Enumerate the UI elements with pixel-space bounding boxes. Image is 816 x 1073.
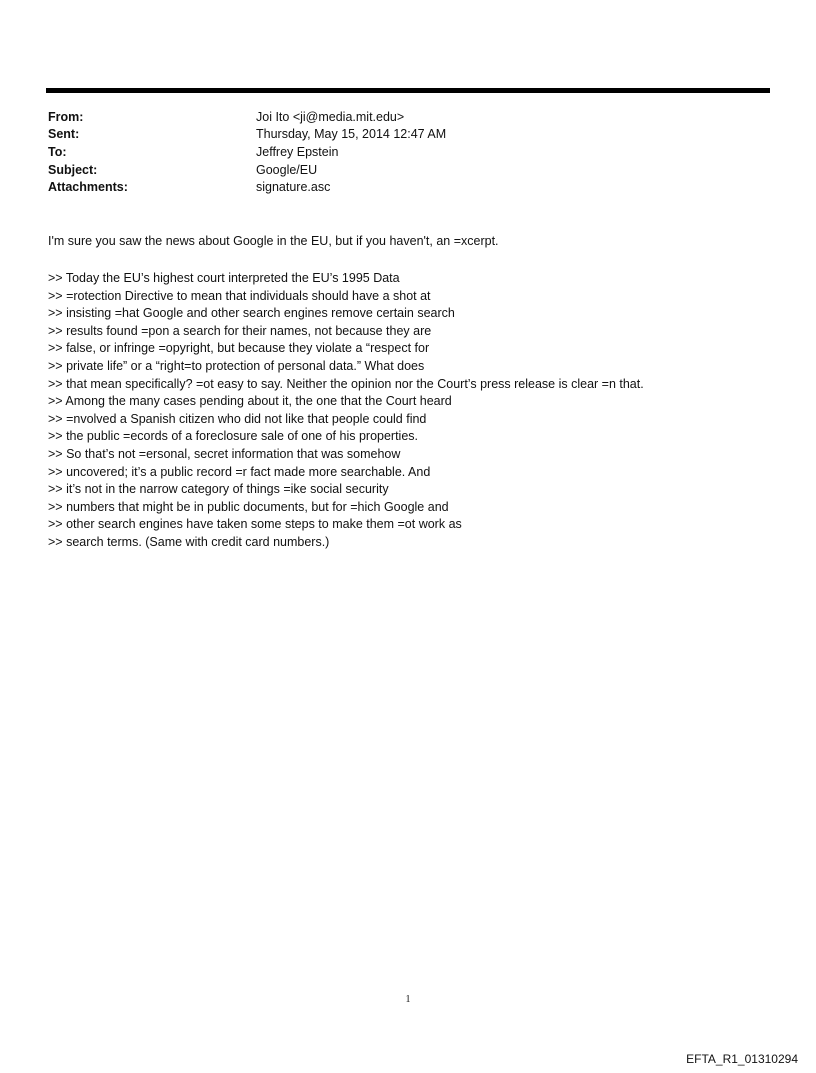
attachment-file[interactable]: signature.asc: [256, 180, 331, 195]
quoted-line: >> false, or infringe =opyright, but because they violate a “respect for: [48, 341, 430, 356]
quoted-line: >> uncovered; it’s a public record =r fact made more searchable. And: [48, 464, 431, 479]
quoted-line: >> =nvolved a Spanish citizen who did not like that people could find: [48, 411, 427, 426]
from-value: Joi Ito <ji@media.mit.edu>: [256, 109, 405, 124]
email-intro-text: I'm sure you saw the news about Google in the EU, but if you haven't, an =xcerpt.: [48, 234, 499, 248]
quoted-line: >> search terms. (Same with credit card numbers.): [48, 534, 330, 549]
quoted-line: >> Among the many cases pending about it, the one that the Court heard: [48, 394, 452, 409]
email-header: [48, 108, 748, 196]
subject-label: Subject:: [48, 162, 98, 177]
quoted-line: >> that mean specifically? =ot easy to say. Neither the opinion nor the Court’s press release is clear =n that.: [48, 376, 644, 391]
quoted-line: >> the public =ecords of a foreclosure sale of one of his properties.: [48, 429, 419, 444]
header-divider-rule: [46, 88, 770, 93]
quoted-line: >> =rotection Directive to mean that individuals should have a shot at: [48, 288, 431, 303]
sent-label: Sent:: [48, 127, 80, 142]
page-number: 1: [405, 994, 411, 1005]
attachments-label: Attachments:: [48, 180, 128, 195]
quoted-line: >> results found =pon a search for their names, not because they are: [48, 323, 432, 338]
attachments-row: [48, 178, 748, 196]
quoted-line: >> other search engines have taken some steps to make them =ot work as: [48, 517, 462, 532]
quoted-line: >> insisting =hat Google and other search engines remove certain search: [48, 306, 455, 321]
quoted-line: >> Today the EU’s highest court interpreted the EU’s 1995 Data: [48, 271, 400, 285]
from-row: [48, 108, 748, 126]
quoted-line: >> So that’s not =ersonal, secret information that was somehow: [48, 446, 401, 461]
quoted-excerpt: [48, 270, 768, 552]
quoted-line: >> it’s not in the narrow category of things =ike social security: [48, 482, 389, 497]
bates-number: EFTA_R1_01310294: [686, 1052, 798, 1066]
from-label: From:: [48, 109, 84, 124]
subject-row: [48, 161, 748, 179]
quoted-line: >> private life” or a “right=to protection of personal data.” What does: [48, 358, 425, 373]
subject-value: Google/EU: [256, 162, 318, 177]
sent-row: [48, 126, 748, 144]
to-value: Jeffrey Epstein: [256, 144, 339, 159]
sent-value: Thursday, May 15, 2014 12:47 AM: [256, 127, 447, 142]
quoted-line: >> numbers that might be in public documents, but for =hich Google and: [48, 499, 449, 514]
to-label: To:: [48, 144, 67, 159]
to-row: [48, 143, 748, 161]
